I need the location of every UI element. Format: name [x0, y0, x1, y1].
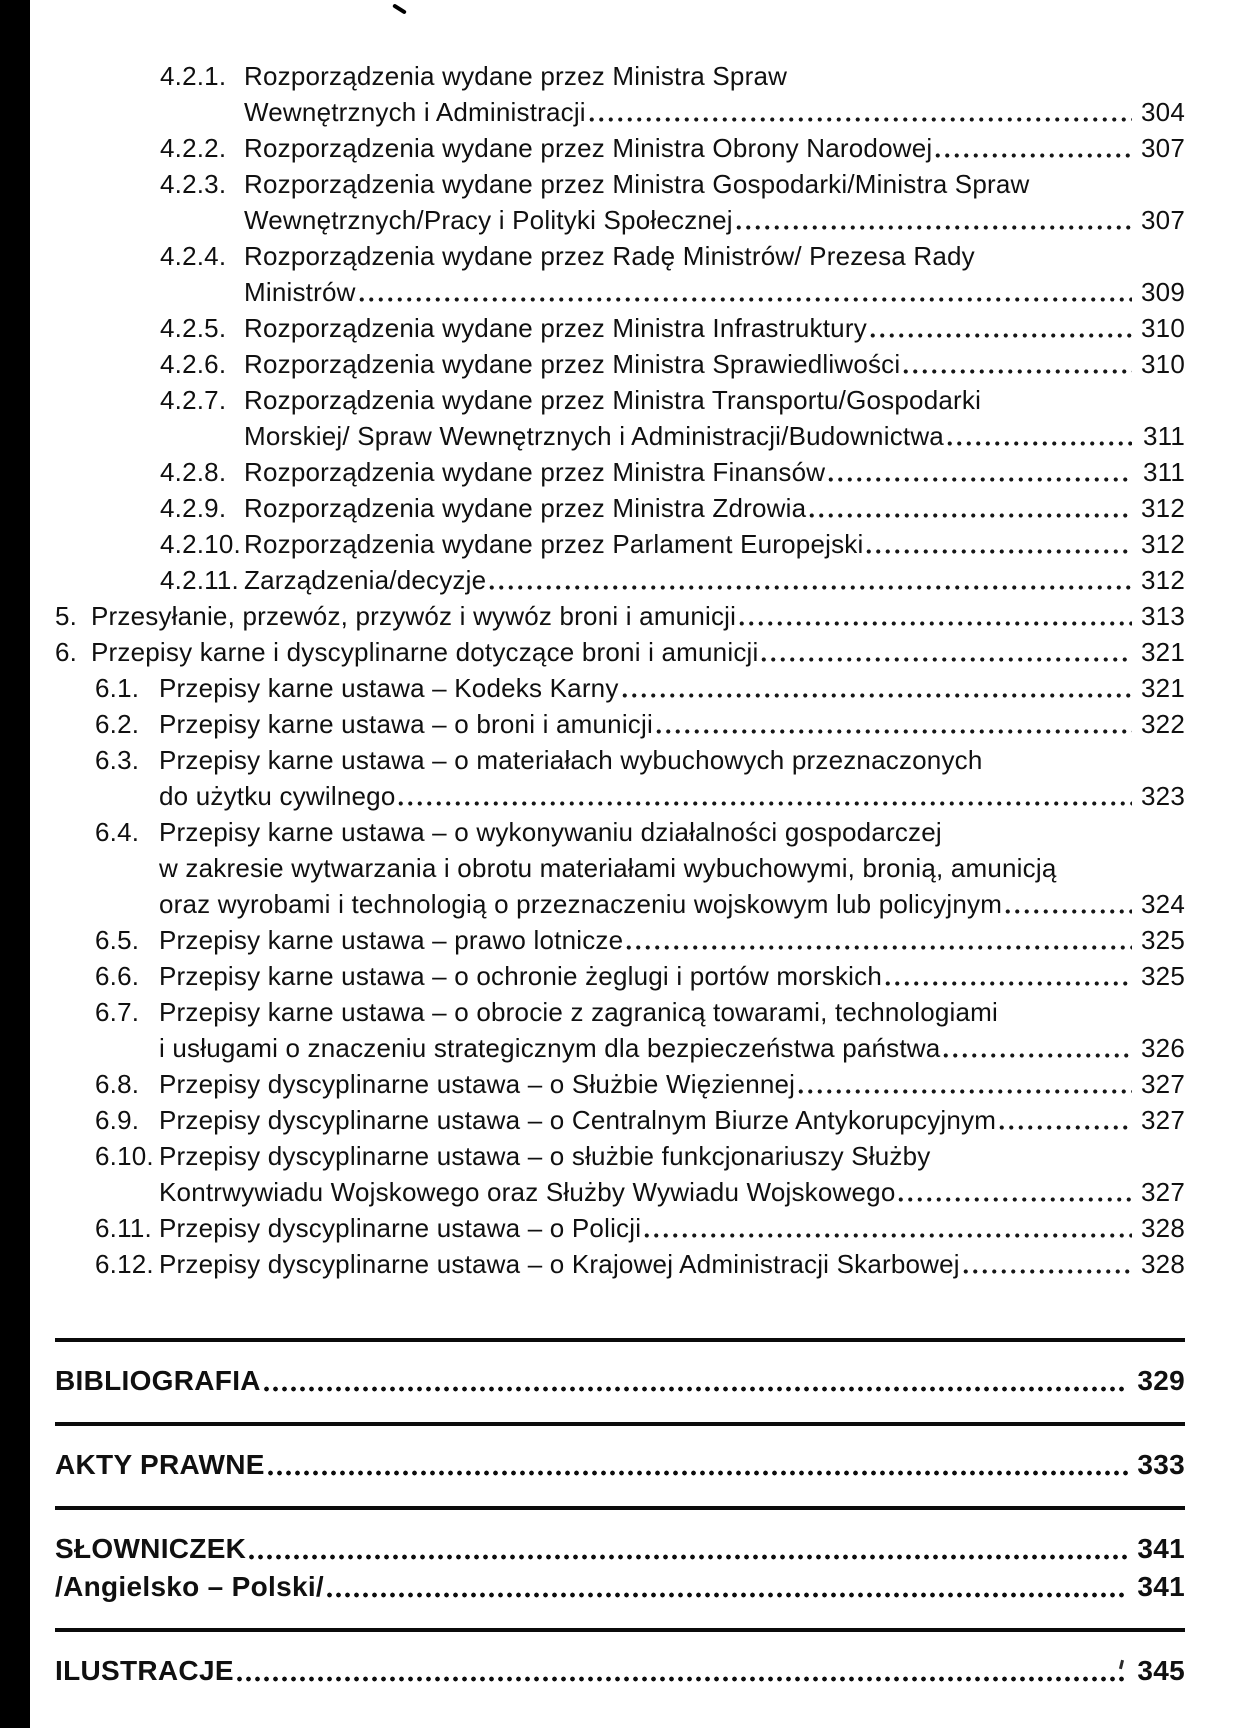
toc-entry-page-number: 309 [1141, 277, 1185, 307]
dot-leader [961, 1246, 1132, 1282]
dot-leader [826, 454, 1132, 490]
toc-entry-lines [244, 490, 1185, 526]
toc-entry-line [159, 778, 1185, 814]
toc-entry-lines [159, 1246, 1185, 1282]
toc-entry-number: 4.2.11. [160, 565, 239, 595]
dot-leader [487, 562, 1132, 598]
toc-entry-text: Wewnętrznych i Administracji [244, 97, 586, 127]
toc-entry-line [159, 1138, 1185, 1174]
toc-entry-page-number: 312 [1141, 529, 1185, 559]
toc-entry-lines [244, 58, 1185, 130]
toc-entry-number: 6.1. [95, 673, 140, 703]
dot-leader [868, 310, 1132, 346]
dot-leader [587, 94, 1132, 130]
toc-entry-text: Przepisy karne i dyscyplinarne dotyczące broni i amunicji [91, 637, 759, 667]
toc-entry-line [159, 670, 1185, 706]
toc-entry-page-number: 312 [1141, 493, 1185, 523]
toc-entry-page-number: 310 [1141, 349, 1185, 379]
toc-entry-line [159, 1066, 1185, 1102]
toc-entry-line [91, 598, 1185, 634]
toc-entry-number: 6.10. [95, 1141, 154, 1171]
dot-leader [396, 778, 1132, 814]
toc-entry-line [244, 130, 1185, 166]
toc-entry-page-number: 325 [1141, 961, 1185, 991]
toc-entry-line [159, 742, 1185, 778]
toc-entry-line [159, 1246, 1185, 1282]
toc-entry-line [244, 274, 1185, 310]
toc-entry-lines [159, 922, 1185, 958]
toc-entry-number: 4.2.4. [160, 241, 227, 271]
toc-entry-page-number: 321 [1141, 637, 1185, 667]
toc-entry-line [159, 1102, 1185, 1138]
toc-entry-number: 6.2. [95, 709, 140, 739]
toc-entry-line [244, 490, 1185, 526]
toc-entry-text: Rozporządzenia wydane przez Radę Ministrów/ Prezesa Rady [244, 241, 975, 271]
toc-entry-number: 6.9. [95, 1105, 140, 1135]
toc-entry-number: 4.2.7. [160, 385, 227, 415]
toc-entry-text: Ministrów [244, 277, 356, 307]
toc-entry-page-number: 311 [1142, 457, 1185, 487]
toc-entry-page-number: 327 [1141, 1069, 1185, 1099]
back-matter-page-number: 341 [1137, 1533, 1185, 1564]
toc-entry-line [244, 454, 1185, 490]
toc-entry [95, 1246, 1185, 1282]
toc-entry-text: do użytku cywilnego [159, 781, 396, 811]
toc-entry-lines [159, 670, 1185, 706]
toc-entry-text: Rozporządzenia wydane przez Parlament Europejski [244, 529, 864, 559]
toc-entry-page-number: 313 [1141, 601, 1185, 631]
toc-entry [160, 526, 1185, 562]
toc-entry-page-number: 327 [1141, 1177, 1185, 1207]
toc-entry-lines [91, 634, 1185, 670]
toc-entry-lines [159, 1210, 1185, 1246]
dot-leader [624, 922, 1132, 958]
back-matter-group [55, 1628, 1185, 1712]
toc-entry-number: 4.2.2. [160, 133, 227, 163]
toc-entry-text: Kontrwywiadu Wojskowego oraz Służby Wywiadu Wojskowego [159, 1177, 896, 1207]
back-matter-entry [55, 1568, 1185, 1606]
toc-entry [95, 922, 1185, 958]
toc-entry-lines [159, 1138, 1185, 1210]
toc-entry [95, 742, 1185, 814]
toc-entry-text: Przepisy dyscyplinarne ustawa – o Policji [159, 1213, 642, 1243]
toc-entry-text: Rozporządzenia wydane przez Ministra Transportu/Gospodarki [244, 385, 982, 415]
toc-entry-page-number: 328 [1141, 1213, 1185, 1243]
toc-entry [160, 562, 1185, 598]
dot-leader [796, 1066, 1132, 1102]
toc-entry-page-number: 322 [1141, 709, 1185, 739]
toc-entry-page-number: 312 [1141, 565, 1185, 595]
toc-entry-text: Rozporządzenia wydane przez Ministra Spraw [244, 61, 788, 91]
toc-entry [95, 994, 1185, 1066]
toc-entry-text: Przepisy dyscyplinarne ustawa – o Krajowej Administracji Skarbowej [159, 1249, 960, 1279]
toc-entry-lines [159, 958, 1185, 994]
toc-entry-lines [244, 526, 1185, 562]
toc-entry-number: 6.11. [95, 1213, 152, 1243]
toc-entry-line [244, 382, 1185, 418]
toc-entry-text: Przepisy karne ustawa – o materiałach wybuchowych przeznaczonych [159, 745, 983, 775]
toc-entry-lines [159, 814, 1185, 922]
toc-entry [95, 1210, 1185, 1246]
toc-entry-page-number: 324 [1141, 889, 1185, 919]
toc-entry-text: Przepisy karne ustawa – o broni i amunicji [159, 709, 653, 739]
toc-entry-lines [244, 166, 1185, 238]
toc-entry-text: Rozporządzenia wydane przez Ministra Obrony Narodowej [244, 133, 933, 163]
dot-leader [945, 418, 1132, 454]
toc-entry [160, 454, 1185, 490]
toc-entry-number: 6. [55, 637, 78, 667]
toc-entry-lines [159, 994, 1185, 1066]
dot-leader [759, 634, 1132, 670]
toc-entry-line [159, 850, 1185, 886]
dot-leader [620, 670, 1132, 706]
back-matter-group [55, 1338, 1185, 1422]
toc-entry [160, 166, 1185, 238]
toc-entry-number: 6.12. [95, 1249, 154, 1279]
toc-entry-line [159, 922, 1185, 958]
dot-leader [737, 598, 1132, 634]
toc-entry-text: oraz wyrobami i technologią o przeznaczeniu wojskowym lub policyjnym [159, 889, 1003, 919]
toc-entry [160, 346, 1185, 382]
toc-list [55, 58, 1185, 1282]
back-matter-label: /Angielsko – Polski/ [55, 1571, 324, 1602]
toc-entry-number: 6.6. [95, 961, 140, 991]
back-matter-page-number: 341 [1137, 1571, 1185, 1602]
toc-entry-number: 4.2.6. [160, 349, 227, 379]
toc-entry-text: w zakresie wytwarzania i obrotu materiałami wybuchowymi, bronią, amunicją [159, 853, 1057, 883]
toc-entry-lines [244, 454, 1185, 490]
toc-entry-page-number: 311 [1142, 421, 1185, 451]
toc-entry-line [159, 706, 1185, 742]
toc-entry-text: Przepisy dyscyplinarne ustawa – o służbie funkcjonariuszy Służby [159, 1141, 931, 1171]
dot-leader [357, 274, 1132, 310]
toc-entry [95, 1138, 1185, 1210]
dot-leader [896, 1174, 1132, 1210]
toc-entry-line [159, 994, 1185, 1030]
toc-entry [55, 598, 1185, 634]
toc-entry [95, 670, 1185, 706]
toc-entry-lines [244, 562, 1185, 598]
toc-entry [95, 706, 1185, 742]
toc-entry-line [159, 886, 1185, 922]
toc-entry [160, 130, 1185, 166]
toc-entry-page-number: 321 [1141, 673, 1185, 703]
toc-entry [160, 382, 1185, 454]
toc-entry-lines [159, 706, 1185, 742]
dot-leader [864, 526, 1132, 562]
toc-entry-line [244, 58, 1185, 94]
toc-entry-number: 6.7. [95, 997, 140, 1027]
toc-entry-text: Wewnętrznych/Pracy i Polityki Społecznej [244, 205, 733, 235]
back-matter-entry [55, 1362, 1185, 1400]
toc-entry-line [159, 1174, 1185, 1210]
toc-entry-text: Przepisy dyscyplinarne ustawa – o Służbie Więziennej [159, 1069, 796, 1099]
toc-entry-lines [159, 1066, 1185, 1102]
toc-entry-text: Rozporządzenia wydane przez Ministra Zdrowia [244, 493, 807, 523]
toc-entry-line [244, 346, 1185, 382]
toc-entry-number: 6.4. [95, 817, 140, 847]
toc-entry-text: Przepisy karne ustawa – Kodeks Karny [159, 673, 619, 703]
toc-entry-page-number: 310 [1141, 313, 1185, 343]
dot-leader [807, 490, 1132, 526]
back-matter-page-number: 345 [1137, 1655, 1185, 1686]
toc-entry [95, 814, 1185, 922]
back-matter-label: SŁOWNICZEK [55, 1533, 247, 1564]
dot-leader [642, 1210, 1132, 1246]
dot-leader [901, 346, 1132, 382]
toc-entry-text: Przepisy karne ustawa – o wykonywaniu działalności gospodarczej [159, 817, 942, 847]
toc-entry [160, 58, 1185, 130]
toc-entry-text: i usługami o znaczeniu strategicznym dla bezpieczeństwa państwa [159, 1033, 941, 1063]
dot-leader [247, 1530, 1128, 1568]
toc-entry-lines [244, 382, 1185, 454]
dot-leader [654, 706, 1132, 742]
toc-entry-lines [159, 742, 1185, 814]
back-matter-page-number: 329 [1137, 1365, 1185, 1396]
toc-entry-text: Rozporządzenia wydane przez Ministra Sprawiedliwości [244, 349, 901, 379]
toc-entry-page-number: 307 [1141, 205, 1185, 235]
toc-entry-page-number: 327 [1141, 1105, 1185, 1135]
toc-entry-line [244, 166, 1185, 202]
dot-leader [325, 1568, 1128, 1606]
toc-entry-page-number: 326 [1141, 1033, 1185, 1063]
toc-entry-text: Rozporządzenia wydane przez Ministra Gospodarki/Ministra Spraw [244, 169, 1030, 199]
toc-entry-number: 4.2.8. [160, 457, 227, 487]
toc-entry [95, 1102, 1185, 1138]
toc-entry-text: Rozporządzenia wydane przez Ministra Finansów [244, 457, 826, 487]
toc-entry-number: 4.2.10. [160, 529, 241, 559]
toc-entry-lines [244, 346, 1185, 382]
toc-entry-page-number: 323 [1141, 781, 1185, 811]
toc-entry-line [159, 814, 1185, 850]
toc-entry-number: 4.2.5. [160, 313, 227, 343]
dot-leader [734, 202, 1132, 238]
toc-entry-page-number: 325 [1141, 925, 1185, 955]
toc-entry [160, 310, 1185, 346]
toc-entry-number: 6.3. [95, 745, 140, 775]
dot-leader [941, 1030, 1132, 1066]
back-matter-entry [55, 1652, 1185, 1690]
toc-entry-line [244, 202, 1185, 238]
toc-entry-number: 4.2.1. [160, 61, 227, 91]
dot-leader [997, 1102, 1132, 1138]
back-matter-entry [55, 1530, 1185, 1568]
back-matter-entry [55, 1446, 1185, 1484]
dot-leader [883, 958, 1132, 994]
toc-entry-text: Przepisy karne ustawa – o obrocie z zagranicą towarami, technologiami [159, 997, 998, 1027]
toc-entry [160, 238, 1185, 310]
toc-entry-line [159, 958, 1185, 994]
toc-entry [95, 1066, 1185, 1102]
toc-entry-lines [244, 310, 1185, 346]
toc-entry-page-number: 304 [1141, 97, 1185, 127]
toc-entry-lines [244, 238, 1185, 310]
toc-entry-line [244, 418, 1185, 454]
toc-entry-text: Zarządzenia/decyzje [244, 565, 487, 595]
toc-entry-lines [91, 598, 1185, 634]
toc-entry-text: Przepisy dyscyplinarne ustawa – o Centralnym Biurze Antykorupcyjnym [159, 1105, 997, 1135]
toc-entry-number: 4.2.3. [160, 169, 227, 199]
toc-entry-line [159, 1210, 1185, 1246]
toc-entry-text: Przepisy karne ustawa – o ochronie żeglugi i portów morskich [159, 961, 883, 991]
back-matter-label: AKTY PRAWNE [55, 1449, 265, 1480]
toc-entry-number: 5. [55, 601, 78, 631]
toc-entry [95, 958, 1185, 994]
back-matter-label: ILUSTRACJE [55, 1655, 234, 1686]
dot-leader [235, 1652, 1128, 1690]
toc-entry-page-number: 307 [1141, 133, 1185, 163]
toc-entry-line [244, 310, 1185, 346]
toc-entry-lines [244, 130, 1185, 166]
toc-entry-line [159, 1030, 1185, 1066]
toc-entry-number: 4.2.9. [160, 493, 227, 523]
back-matter-group [55, 1506, 1185, 1628]
toc-entry-lines [159, 1102, 1185, 1138]
back-matter-page-number: 333 [1137, 1449, 1185, 1480]
back-matter [55, 1338, 1185, 1712]
toc-entry [55, 634, 1185, 670]
dot-leader [266, 1446, 1128, 1484]
toc-entry-line [244, 94, 1185, 130]
toc-entry-text: Rozporządzenia wydane przez Ministra Infrastruktury [244, 313, 867, 343]
toc-entry-line [244, 238, 1185, 274]
dot-leader [262, 1362, 1128, 1400]
dot-leader [933, 130, 1132, 166]
toc-entry-number: 6.5. [95, 925, 140, 955]
back-matter-group [55, 1422, 1185, 1506]
back-matter-label: BIBLIOGRAFIA [55, 1365, 261, 1396]
toc-entry-number: 6.8. [95, 1069, 140, 1099]
toc-entry-page-number: 328 [1141, 1249, 1185, 1279]
toc-entry-text: Przesyłanie, przewóz, przywóz i wywóz broni i amunicji [91, 601, 737, 631]
toc-entry-text: Przepisy karne ustawa – prawo lotnicze [159, 925, 624, 955]
dot-leader [1003, 886, 1132, 922]
toc-entry [160, 490, 1185, 526]
toc-entry-line [244, 526, 1185, 562]
toc-entry-line [244, 562, 1185, 598]
toc-entry-line [91, 634, 1185, 670]
toc-entry-text: Morskiej/ Spraw Wewnętrznych i Administracji/Budownictwa [244, 421, 944, 451]
